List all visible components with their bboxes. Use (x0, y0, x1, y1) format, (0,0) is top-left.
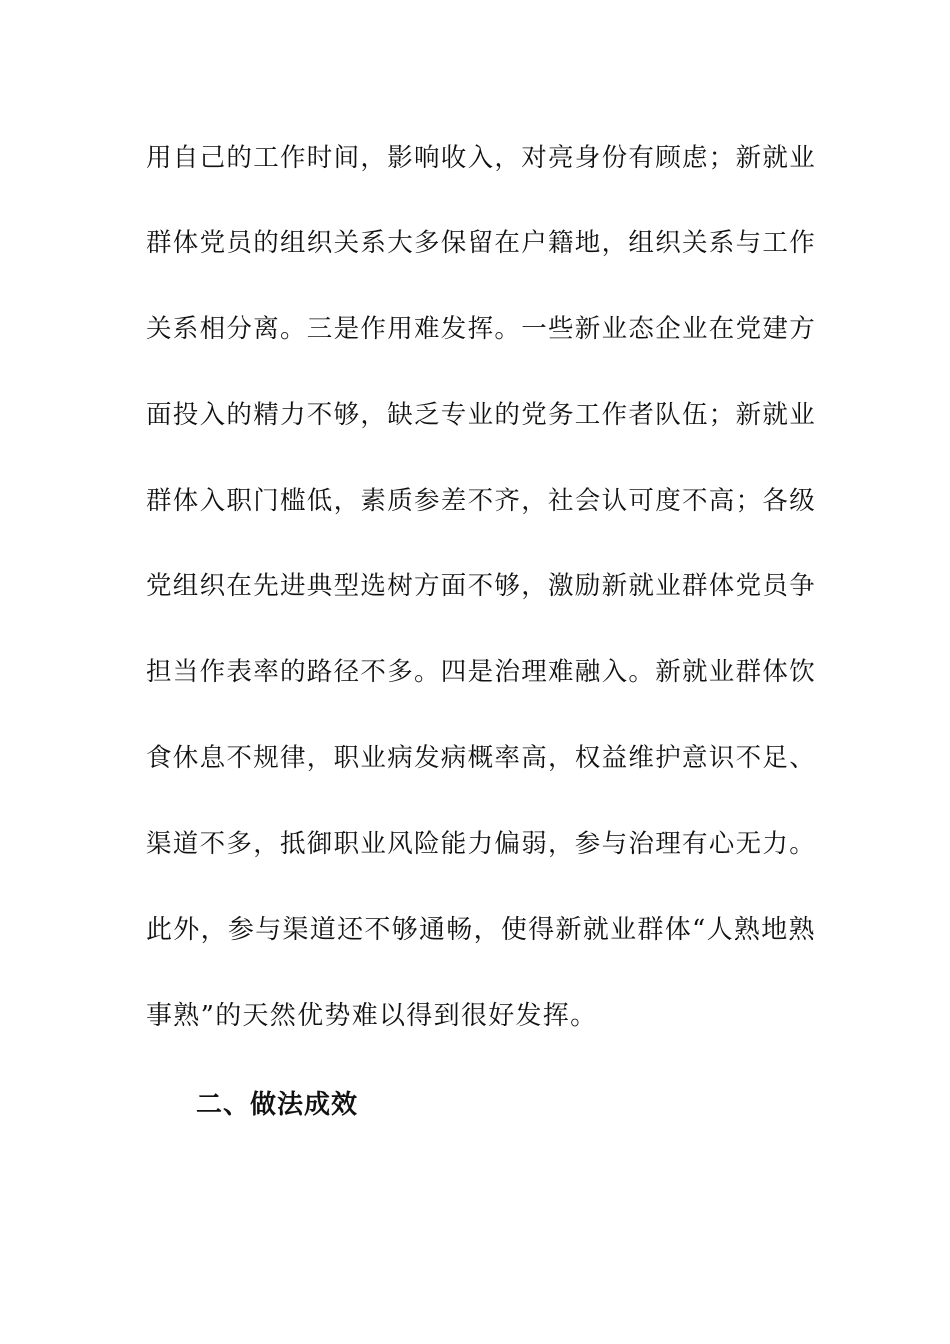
paragraph-line-2: 群体党员的组织关系大多保留在户籍地，组织关系与工作 (146, 228, 817, 258)
paragraph-line-4: 面投入的精力不够，缺乏专业的党务工作者队伍；新就业 (146, 400, 817, 430)
paragraph-line-5: 群体入职门槛低，素质参差不齐，社会认可度不高；各级 (146, 486, 817, 516)
paragraph-line-3: 关系相分离。三是作用难发挥。一些新业态企业在党建方 (146, 314, 817, 344)
paragraph-line-11: 事熟”的天然优势难以得到很好发挥。 (146, 1001, 598, 1031)
paragraph-line-9: 渠道不多，抵御职业风险能力偏弱，参与治理有心无力。 (146, 829, 817, 859)
paragraph-line-1: 用自己的工作时间，影响收入，对亮身份有顾虑；新就业 (146, 143, 817, 173)
paragraph-line-10: 此外，参与渠道还不够通畅，使得新就业群体“人熟地熟 (146, 915, 816, 945)
section-heading: 二、做法成效 (196, 1090, 359, 1120)
paragraph-line-6: 党组织在先进典型选树方面不够，激励新就业群体党员争 (146, 571, 817, 601)
paragraph-line-7: 担当作表率的路径不多。四是治理难融入。新就业群体饮 (146, 657, 817, 687)
paragraph-line-8: 食休息不规律，职业病发病概率高，权益维护意识不足、 (146, 743, 817, 773)
